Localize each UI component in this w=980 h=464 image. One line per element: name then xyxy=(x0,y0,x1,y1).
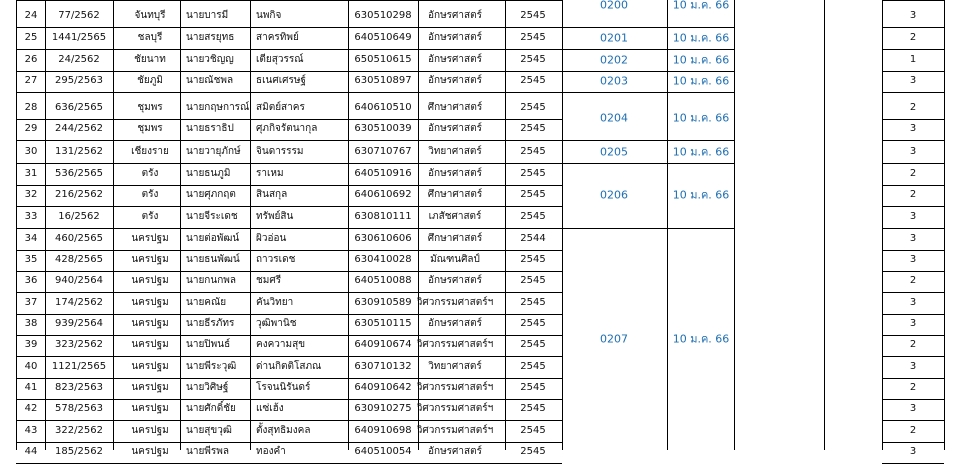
row-divider xyxy=(882,399,944,400)
province: นครปฐม xyxy=(131,446,169,457)
birth-year: 2545 xyxy=(520,425,546,436)
faculty: อักษรศาสตร์ xyxy=(428,32,482,43)
student-id: 630810111 xyxy=(354,211,412,222)
count: 3 xyxy=(909,318,917,329)
faculty: ศึกษาศาสตร์ xyxy=(427,189,483,200)
last-name: สาครทิพย์ xyxy=(256,32,299,43)
row-number: 43 xyxy=(24,425,38,436)
row-divider xyxy=(882,92,944,93)
exam-date: 10 ม.ค. 66 xyxy=(672,145,730,158)
order-code: 244/2562 xyxy=(55,123,103,134)
birth-year: 2545 xyxy=(520,54,546,65)
row-number: 31 xyxy=(24,168,38,179)
row-number: 29 xyxy=(24,123,38,134)
exam-date: 10 ม.ค. 66 xyxy=(672,332,730,346)
student-id: 640910698 xyxy=(354,425,412,436)
faculty: มัณฑนศิลป์ xyxy=(430,254,480,265)
province: นครปฐม xyxy=(131,382,169,393)
first-name: นายต่อพัฒน์ xyxy=(186,233,240,244)
row-number: 42 xyxy=(24,403,38,414)
birth-year: 2545 xyxy=(520,446,546,457)
room-group-divider xyxy=(562,163,734,164)
row-divider xyxy=(16,356,562,357)
province: นครปฐม xyxy=(131,361,169,372)
province: จันทบุรี xyxy=(134,10,166,21)
birth-year: 2545 xyxy=(520,297,546,308)
last-name: แซ่เฮ้ง xyxy=(256,403,284,414)
faculty: อักษรศาสตร์ xyxy=(428,54,482,65)
row-divider xyxy=(16,206,562,207)
birth-year: 2545 xyxy=(520,123,546,134)
order-code: 1441/2565 xyxy=(51,32,107,43)
row-divider xyxy=(882,442,944,443)
row-number: 38 xyxy=(24,318,38,329)
order-code: 536/2565 xyxy=(55,168,103,179)
column-divider xyxy=(882,0,883,450)
count: 2 xyxy=(909,339,917,350)
birth-year: 2545 xyxy=(520,254,546,265)
row-divider xyxy=(16,27,562,28)
faculty: วิทยาศาสตร์ xyxy=(428,146,482,157)
exam-date: 10 ม.ค. 66 xyxy=(672,0,730,12)
last-name: ตั้งสุทธิมงคล xyxy=(256,425,311,436)
student-id: 630910275 xyxy=(354,403,412,414)
row-divider xyxy=(16,0,562,1)
order-code: 428/2565 xyxy=(55,254,103,265)
row-divider xyxy=(882,250,944,251)
row-divider xyxy=(16,335,562,336)
last-name: ธเนศเศรษฐ์ xyxy=(256,75,306,86)
room-group-divider xyxy=(562,49,734,50)
column-divider xyxy=(45,0,46,450)
birth-year: 2545 xyxy=(520,146,546,157)
last-name: ถาวรเดช xyxy=(256,254,296,265)
count: 2 xyxy=(909,382,917,393)
last-name: วุฒิพานิช xyxy=(256,318,297,329)
row-number: 27 xyxy=(24,75,38,86)
count: 2 xyxy=(909,32,917,43)
student-id: 650510615 xyxy=(354,54,412,65)
student-id: 640610692 xyxy=(354,189,412,200)
first-name: นายพีรพล xyxy=(186,446,229,457)
first-name: นายสรยุทธ xyxy=(186,32,235,43)
order-code: 174/2562 xyxy=(55,297,103,308)
first-name: นายกนกพล xyxy=(186,275,236,286)
last-name: สินสกุล xyxy=(256,189,288,200)
row-number: 44 xyxy=(24,446,38,457)
birth-year: 2544 xyxy=(520,233,546,244)
column-divider xyxy=(180,0,181,450)
count: 1 xyxy=(909,54,917,65)
room-group-divider xyxy=(562,228,734,229)
first-name: นายณัชพล xyxy=(186,75,234,86)
column-divider xyxy=(505,0,506,450)
student-id: 630910589 xyxy=(354,297,412,308)
last-name: ชมศรี xyxy=(256,275,282,286)
count: 2 xyxy=(909,168,917,179)
count: 3 xyxy=(909,233,917,244)
province: นครปฐม xyxy=(131,339,169,350)
count: 3 xyxy=(909,361,917,372)
exam-date: 10 ม.ค. 66 xyxy=(672,53,730,66)
row-divider xyxy=(16,250,562,251)
province: นครปฐม xyxy=(131,233,169,244)
order-code: 16/2562 xyxy=(58,211,100,222)
room-group-divider xyxy=(562,27,734,28)
exam-room: 0200 xyxy=(600,0,628,12)
birth-year: 2545 xyxy=(520,189,546,200)
first-name: นายศักดิ์ชัย xyxy=(186,403,236,414)
row-divider xyxy=(16,140,562,141)
faculty: วิศวกรรมศาสตร์ฯ xyxy=(416,425,494,436)
row-divider xyxy=(882,206,944,207)
first-name: นายจีระเดช xyxy=(186,211,238,222)
row-divider xyxy=(882,356,944,357)
exam-room: 0206 xyxy=(600,188,628,202)
row-divider xyxy=(882,228,944,229)
count: 2 xyxy=(909,102,917,113)
province: ตรัง xyxy=(141,211,159,222)
birth-year: 2545 xyxy=(520,75,546,86)
first-name: นายบารมี xyxy=(186,10,229,21)
last-name: ราเหม xyxy=(256,168,284,179)
birth-year: 2545 xyxy=(520,102,546,113)
student-id: 640510649 xyxy=(354,32,412,43)
count: 3 xyxy=(909,75,917,86)
exam-room: 0202 xyxy=(600,53,628,66)
order-code: 939/2564 xyxy=(55,318,103,329)
count: 3 xyxy=(909,211,917,222)
student-id: 640610510 xyxy=(354,102,412,113)
student-id: 640510054 xyxy=(354,446,412,457)
count: 3 xyxy=(909,446,917,457)
row-divider xyxy=(16,228,562,229)
faculty: วิศวกรรมศาสตร์ฯ xyxy=(416,382,494,393)
exam-room: 0203 xyxy=(600,74,628,87)
exam-room: 0204 xyxy=(600,111,628,125)
faculty: วิศวกรรมศาสตร์ฯ xyxy=(416,339,494,350)
order-code: 185/2562 xyxy=(55,446,103,457)
province: ตรัง xyxy=(141,168,159,179)
row-number: 24 xyxy=(24,10,38,21)
province: ชัยนาท xyxy=(134,54,166,65)
row-number: 41 xyxy=(24,382,38,393)
order-code: 216/2562 xyxy=(55,189,103,200)
student-id: 640510916 xyxy=(354,168,412,179)
province: นครปฐม xyxy=(131,275,169,286)
order-code: 295/2563 xyxy=(55,75,103,86)
faculty: อักษรศาสตร์ xyxy=(428,446,482,457)
count: 3 xyxy=(909,297,917,308)
province: นครปฐม xyxy=(131,297,169,308)
order-code: 77/2562 xyxy=(58,10,100,21)
first-name: นายคณัย xyxy=(186,297,227,308)
row-number: 37 xyxy=(24,297,38,308)
last-name: จินดารรรม xyxy=(256,146,304,157)
student-id: 630510298 xyxy=(354,10,412,21)
column-divider xyxy=(113,0,114,450)
first-name: นายวิศิษฐ์ xyxy=(186,382,229,393)
last-name: เตียสุวรรณ์ xyxy=(256,54,304,65)
faculty: วิศวกรรมศาสตร์ฯ xyxy=(416,403,494,414)
count: 2 xyxy=(909,275,917,286)
row-number: 36 xyxy=(24,275,38,286)
last-name: สมิตย์สาคร xyxy=(256,102,305,113)
row-number: 26 xyxy=(24,54,38,65)
room-group-divider xyxy=(562,92,734,93)
first-name: นายธราธิป xyxy=(186,123,234,134)
order-code: 24/2562 xyxy=(58,54,100,65)
column-divider xyxy=(944,0,945,450)
faculty: ศึกษาศาสตร์ xyxy=(427,102,483,113)
row-number: 30 xyxy=(24,146,38,157)
student-id: 630510115 xyxy=(354,318,412,329)
count: 2 xyxy=(909,425,917,436)
row-divider xyxy=(16,378,562,379)
first-name: นายวชิญญ xyxy=(186,54,234,65)
row-divider xyxy=(882,71,944,72)
exam-room: 0207 xyxy=(600,332,628,346)
order-code: 636/2565 xyxy=(55,102,103,113)
row-number: 25 xyxy=(24,32,38,43)
order-code: 131/2562 xyxy=(55,146,103,157)
province: นครปฐม xyxy=(131,254,169,265)
faculty: อักษรศาสตร์ xyxy=(428,123,482,134)
row-divider xyxy=(16,271,562,272)
row-divider xyxy=(16,92,562,93)
row-number: 40 xyxy=(24,361,38,372)
birth-year: 2545 xyxy=(520,168,546,179)
first-name: นายพีระวุฒิ xyxy=(186,361,237,372)
row-number: 28 xyxy=(24,102,38,113)
row-divider xyxy=(16,420,562,421)
count: 2 xyxy=(909,189,917,200)
row-divider xyxy=(882,420,944,421)
first-name: นายวายุภักษ์ xyxy=(186,146,241,157)
row-number: 35 xyxy=(24,254,38,265)
order-code: 940/2564 xyxy=(55,275,103,286)
student-id: 630410028 xyxy=(354,254,412,265)
last-name: ศุภกิจรัตนากุล xyxy=(256,123,318,134)
exam-room: 0205 xyxy=(600,145,628,158)
row-divider xyxy=(882,314,944,315)
first-name: นายกฤษการณ์ xyxy=(186,102,250,113)
province: ชลบุรี xyxy=(137,32,163,43)
row-divider xyxy=(16,185,562,186)
column-divider xyxy=(16,0,17,450)
count: 3 xyxy=(909,403,917,414)
row-divider xyxy=(16,119,562,120)
last-name: ผิวอ่อน xyxy=(256,233,287,244)
row-number: 33 xyxy=(24,211,38,222)
column-divider xyxy=(667,0,668,450)
faculty: เภสัชศาสตร์ xyxy=(428,211,482,222)
faculty: อักษรศาสตร์ xyxy=(428,75,482,86)
exam-room: 0201 xyxy=(600,31,628,44)
count: 3 xyxy=(909,146,917,157)
row-number: 34 xyxy=(24,233,38,244)
row-divider xyxy=(882,49,944,50)
student-id: 640510088 xyxy=(354,275,412,286)
province: นครปฐม xyxy=(131,318,169,329)
last-name: ด่านกิตติโสภณ xyxy=(256,361,322,372)
row-number: 39 xyxy=(24,339,38,350)
last-name: นพกิจ xyxy=(256,10,282,21)
order-code: 1121/2565 xyxy=(51,361,107,372)
order-code: 323/2562 xyxy=(55,339,103,350)
birth-year: 2545 xyxy=(520,339,546,350)
birth-year: 2545 xyxy=(520,382,546,393)
column-divider xyxy=(562,0,563,450)
student-id: 640910674 xyxy=(354,339,412,350)
order-code: 460/2565 xyxy=(55,233,103,244)
first-name: นายปิพนธ์ xyxy=(186,339,231,350)
exam-date: 10 ม.ค. 66 xyxy=(672,188,730,202)
province: ตรัง xyxy=(141,189,159,200)
row-divider xyxy=(882,140,944,141)
column-divider xyxy=(348,0,349,450)
first-name: นายธนพัฒน์ xyxy=(186,254,240,265)
province: ชัยภูมิ xyxy=(137,75,163,86)
exam-date: 10 ม.ค. 66 xyxy=(672,74,730,87)
row-divider xyxy=(882,335,944,336)
count: 3 xyxy=(909,123,917,134)
province: ชุมพร xyxy=(137,123,163,134)
birth-year: 2545 xyxy=(520,10,546,21)
student-id: 630510897 xyxy=(354,75,412,86)
last-name: ทองคำ xyxy=(256,446,286,457)
last-name: คันวิทยา xyxy=(256,297,294,308)
row-divider xyxy=(16,442,562,443)
faculty: ศึกษาศาสตร์ xyxy=(427,233,483,244)
first-name: นายธีรภัทร xyxy=(186,318,235,329)
birth-year: 2545 xyxy=(520,403,546,414)
row-divider xyxy=(882,271,944,272)
row-divider xyxy=(882,185,944,186)
province: ชุมพร xyxy=(137,102,163,113)
last-name: คงความสุข xyxy=(256,339,306,350)
faculty: อักษรศาสตร์ xyxy=(428,318,482,329)
row-divider xyxy=(16,292,562,293)
first-name: นายธนภูมิ xyxy=(186,168,231,179)
exam-date: 10 ม.ค. 66 xyxy=(672,111,730,125)
order-code: 322/2562 xyxy=(55,425,103,436)
column-divider xyxy=(824,0,825,450)
row-divider xyxy=(882,27,944,28)
first-name: นายศุภกฤต xyxy=(186,189,236,200)
count: 3 xyxy=(909,10,917,21)
birth-year: 2545 xyxy=(520,211,546,222)
row-divider xyxy=(882,378,944,379)
room-group-divider xyxy=(562,71,734,72)
row-divider xyxy=(882,163,944,164)
faculty: อักษรศาสตร์ xyxy=(428,10,482,21)
row-divider xyxy=(16,314,562,315)
birth-year: 2545 xyxy=(520,32,546,43)
row-divider xyxy=(16,49,562,50)
student-id: 630710767 xyxy=(354,146,412,157)
student-id: 640910642 xyxy=(354,382,412,393)
first-name: นายสุขวุฒิ xyxy=(186,425,232,436)
count: 3 xyxy=(909,254,917,265)
exam-date: 10 ม.ค. 66 xyxy=(672,31,730,44)
last-name: ทรัพย์สิน xyxy=(256,211,294,222)
province: เชียงราย xyxy=(131,146,169,157)
column-divider xyxy=(250,0,251,450)
row-divider xyxy=(882,292,944,293)
row-divider xyxy=(16,163,562,164)
student-id: 630610606 xyxy=(354,233,412,244)
province: นครปฐม xyxy=(131,403,169,414)
room-group-divider xyxy=(562,140,734,141)
faculty: วิศวกรรมศาสตร์ฯ xyxy=(416,297,494,308)
faculty: วิทยาศาสตร์ xyxy=(428,361,482,372)
last-name: โรจนนิรันดร์ xyxy=(256,382,311,393)
birth-year: 2545 xyxy=(520,361,546,372)
row-divider xyxy=(16,71,562,72)
row-divider xyxy=(16,399,562,400)
province: นครปฐม xyxy=(131,425,169,436)
birth-year: 2545 xyxy=(520,318,546,329)
row-divider xyxy=(882,119,944,120)
student-id: 630710132 xyxy=(354,361,412,372)
row-divider xyxy=(882,0,944,1)
faculty: อักษรศาสตร์ xyxy=(428,275,482,286)
order-code: 823/2563 xyxy=(55,382,103,393)
birth-year: 2545 xyxy=(520,275,546,286)
row-number: 32 xyxy=(24,189,38,200)
student-id: 630510039 xyxy=(354,123,412,134)
faculty: อักษรศาสตร์ xyxy=(428,168,482,179)
order-code: 578/2563 xyxy=(55,403,103,414)
column-divider xyxy=(734,0,735,450)
